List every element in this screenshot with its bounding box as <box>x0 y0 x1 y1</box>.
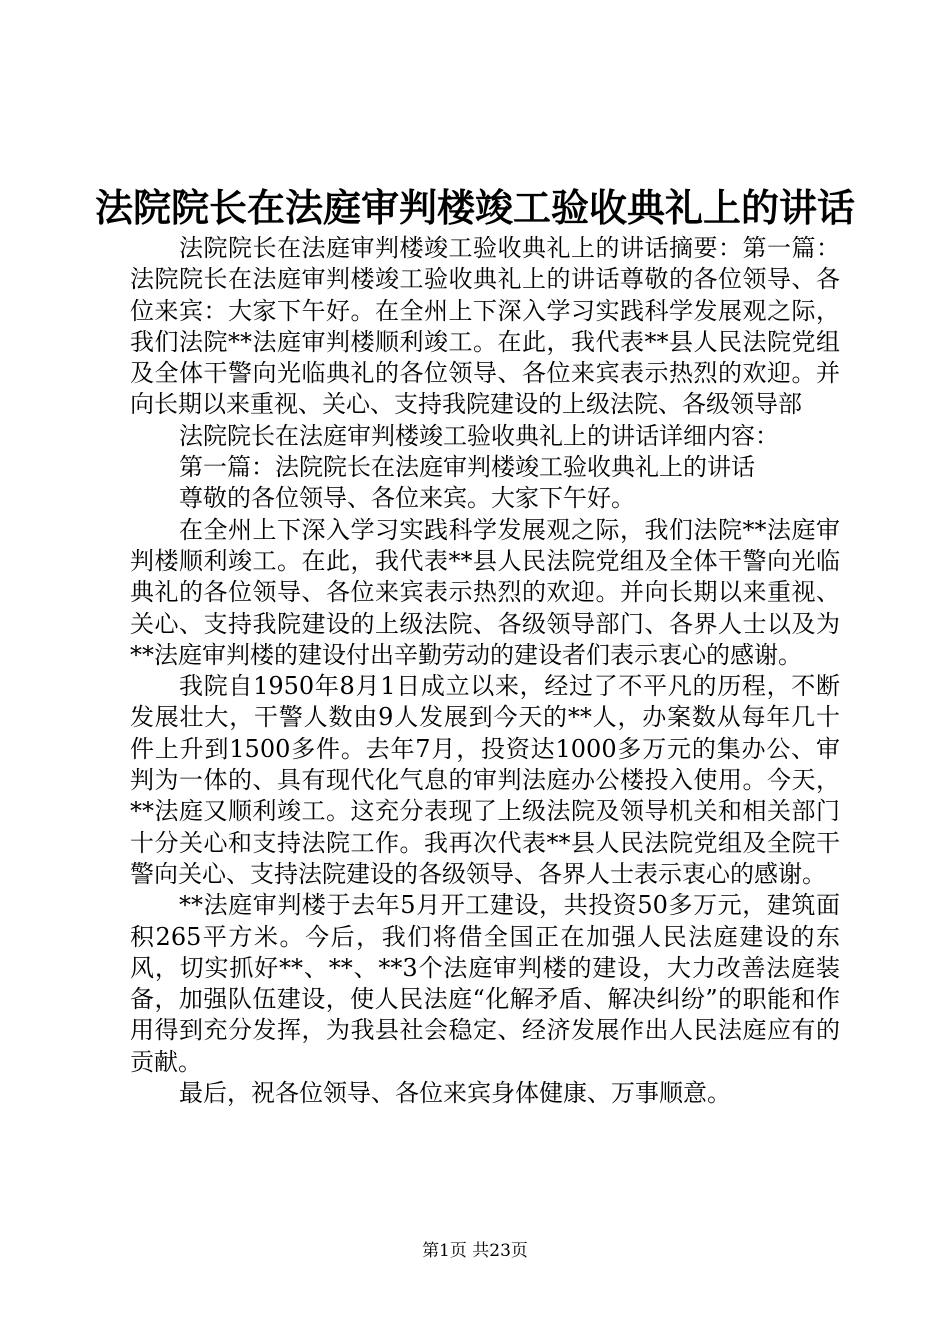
construction-paragraph: **法庭审判楼于去年5月开工建设，共投资50多万元，建筑面积265平方米。今后，我们将借全国正在加强人民法庭建设的东风，切实抓好**、**、**3个法庭审判楼的建设，大力改善法庭装备，加强队伍建设，使人民法庭“化解矛盾、解决纠纷”的职能和作用得到充分发挥，为我县社会稳定、经济发展作出人民法庭应有的贡献。 <box>130 891 840 1076</box>
summary-paragraph: 法院院长在法庭审判楼竣工验收典礼上的讲话摘要：第一篇：法院院长在法庭审判楼竣工验收典礼上的讲话尊敬的各位领导、各位来宾：大家下午好。在全州上下深入学习实践科学发展观之际，我们法院**法庭审判楼顺利竣工。在此，我代表**县人民法院党组及全体干警向光临典礼的各位领导、各位来宾表示热烈的欢迎。并向长期以来重视、关心、支持我院建设的上级法院、各级领导部 <box>130 234 840 419</box>
greeting-paragraph: 尊敬的各位领导、各位来宾。大家下午好。 <box>179 484 635 513</box>
document-body <box>130 233 840 1109</box>
page-number: 第1页 共23页 <box>422 1241 528 1261</box>
history-paragraph: 我院自1950年8月1日成立以来，经过了不平凡的历程，不断发展壮大，干警人数由9人发展到今天的**人，办案数从每年几十件上升到1500多件。去年7月，投资达1000多万元的集办公、审判为一体的、具有现代化气息的审判法庭办公楼投入使用。今天，**法庭又顺利竣工。这充分表现了上级法院及领导机关和相关部门十分关心和支持法院工作。我再次代表**县人民法院党组及全院干警向关心、支持法院建设的各级领导、各界人士表示衷心的感谢。 <box>130 672 840 888</box>
detail-heading: 法院院长在法庭审判楼竣工验收典礼上的讲话详细内容： <box>179 421 779 450</box>
welcome-paragraph: 在全州上下深入学习实践科学发展观之际，我们法院**法庭审判楼顺利竣工。在此，我代表**县人民法院党组及全体干警向光临典礼的各位领导、各位来宾表示热烈的欢迎。并向长期以来重视、关心、支持我院建设的上级法院、各级领导部门、各界人士以及为**法庭审判楼的建设付出辛勤劳动的建设者们表示衷心的感谢。 <box>130 515 840 669</box>
section-heading: 第一篇：法院院长在法庭审判楼竣工验收典礼上的讲话 <box>179 453 755 482</box>
closing-paragraph: 最后，祝各位领导、各位来宾身体健康、万事顺意。 <box>179 1079 731 1108</box>
document-title: 法院院长在法庭审判楼竣工验收典礼上的讲话 <box>94 185 855 230</box>
